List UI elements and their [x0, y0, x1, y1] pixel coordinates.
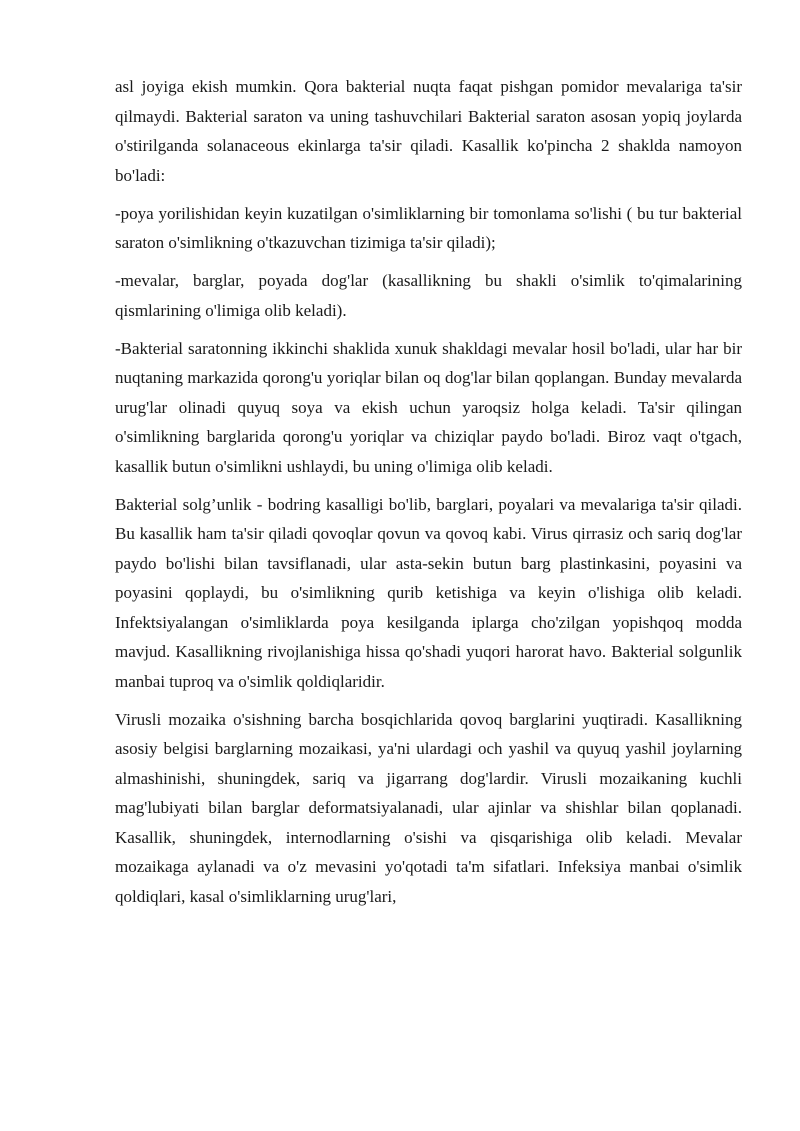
paragraph-5: Bakterial solg’unlik - bodring kasalligi bo'lib, barglari, poyalari va mevalariga ta'sir qiladi. Bu kasallik ham ta'sir qiladi qovoqlar qovun va qovoq kabi. Virus qirrasiz och sariq dog'lar paydo bo'lishi bilan tavsiflanadi, ular asta-sekin butun barg plastinkasini, poyasini va poyasini qoplaydi, bu o'simlikning qurib ketishiga va keyin o'lishiga olib keladi. Infektsiyalangan o'simliklarda poya kesilganda iplarga cho'zilgan yopishqoq modda mavjud. Kasallikning rivojlanishiga hissa qo'shadi yuqori harorat havo. Bakterial solgunlik manbai tuproq va o'simlik qoldiqlaridir.: [115, 494, 742, 691]
document-page: [115, 72, 742, 920]
paragraph-4: -Bakterial saratonning ikkinchi shaklida xunuk shakldagi mevalar hosil bo'ladi, ular har bir nuqtaning markazida qorong'u yoriqlar bilan oq dog'lar bilan qoplangan. Bunday mevalarda urug'lar olinadi quyuq soya va ekish uchun yaroqsiz holga keladi. Ta'sir qilingan o'simlikning barglarida qorong'u yoriqlar va chiziqlar paydo bo'ladi. Biroz vaqt o'tgach, kasallik butun o'simlikni ushlaydi, bu uning o'limiga olib keladi.: [115, 338, 742, 476]
paragraph-1: asl joyiga ekish mumkin. Qora bakterial nuqta faqat pishgan pomidor mevalariga ta'sir qilmaydi. Bakterial saraton va uning tashuvchilari Bakterial saraton asosan yopiq joylarda o'stirilganda solanaceous ekinlarga ta'sir qiladi. Kasallik ko'pincha 2 shaklda namoyon bo'ladi:: [115, 77, 742, 185]
paragraph-2: -poya yorilishidan keyin kuzatilgan o'simliklarning bir tomonlama so'lishi ( bu tur bakterial saraton o'simlikning o'tkazuvchan tizimiga ta'sir qiladi);: [115, 203, 742, 252]
paragraph-3: -mevalar, barglar, poyada dog'lar (kasallikning bu shakli o'simlik to'qimalarining qismlarining o'limiga olib keladi).: [115, 271, 742, 320]
paragraph-6: Virusli mozaika o'sishning barcha bosqichlarida qovoq barglarini yuqtiradi. Kasallikning asosiy belgisi barglarning mozaikasi, ya'ni ulardagi och yashil va quyuq yashil joylarning almashinishi, shuningdek, sariq va jigarrang dog'lardir. Virusli mozaikaning kuchli mag'lubiyati bilan barglar deformatsiyalanadi, ular ajinlar va shishlar bilan qoplanadi. Kasallik, shuningdek, internodlarning o'sishi va qisqarishiga olib keladi. Mevalar mozaikaga aylanadi va o'z mevasini yo'qotadi ta'm sifatlari. Infeksiya manbai o'simlik qoldiqlari, kasal o'simliklarning urug'lari,: [115, 709, 742, 906]
